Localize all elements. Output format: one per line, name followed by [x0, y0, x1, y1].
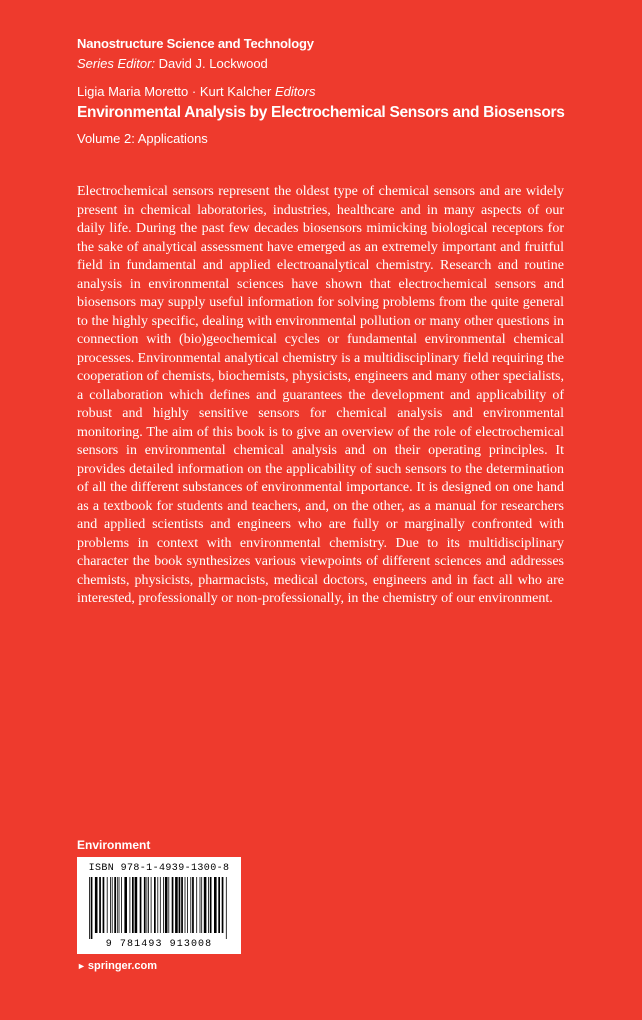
barcode-bar: [124, 877, 127, 933]
barcode-bar: [175, 877, 178, 933]
barcode-bar: [190, 877, 191, 933]
barcode-bar: [107, 877, 108, 933]
book-editors-role: Editors: [274, 84, 316, 99]
barcode-bar: [130, 877, 131, 933]
barcode-bar: [185, 877, 186, 933]
barcode-bar: [196, 877, 197, 933]
barcode-bar: [119, 877, 120, 933]
barcode-bar: [151, 877, 152, 933]
barcode-bar: [99, 877, 101, 933]
barcode-bar: [147, 877, 148, 933]
series-title: Nanostructure Science and Technology: [77, 36, 314, 51]
barcode-bar: [163, 877, 164, 933]
barcode-bar: [172, 877, 174, 933]
barcode-bar: [200, 877, 201, 933]
book-title: Environmental Analysis by Electrochemical Sensors and Biosensors: [77, 104, 565, 121]
barcode-bar: [148, 877, 149, 933]
publisher-url: springer.com: [87, 960, 157, 972]
barcode-bar: [95, 877, 98, 933]
barcode-bar: [179, 877, 181, 933]
arrow-right-icon: ►: [77, 961, 86, 971]
book-description: Electrochemical sensors represent the oldest type of chemical sensors and are widely present in chemical laboratories, industries, healthcare and in many aspects of our daily life. During the past few decades biosensors mimicking biological receptors for the sake of analytical assessment have emerged as an extremely important and fruitful field in fundamental and applied electroanalytical chemistry. Research and routine analysis in environmental sciences have shown that electrochemical sensors and biosensors may supply useful information for solving problems from the quite general to the highly specific, dealing with environmental pollution or many other questions in connection with (bio)geochemical cycles or fundamental environmental chemical processes. Environmental analytical chemistry is a multidisciplinary field requiring the cooperation of chemists, biochemists, physicists, engineers and many other specialists, a collaboration which defines and guarantees the development and applicability of robust and highly sensitive sensors for chemical analysis and environmental monitoring. The aim of this book is to give an overview of the role of electrochemical sensors in environmental chemical analysis and on their operating principles. It provides detailed information on the applicability of such sensors to the determination of all the different substances of environmental importance. It is designed on one hand as a textbook for students and teachers, and, on the other, as a manual for researchers and applied scientists and engineers who are fully or marginally confronted with problems in context with environmental chemistry. Due to its multidisciplinary character the book synthesizes various viewpoints of different sciences and addresses chemists, physicists, pharmacists, medical doctors, engineers and in fact all who are interested, professionally or non-professionally, in the chemistry of our environment.: [77, 184, 564, 606]
isbn-barcode: [77, 857, 241, 954]
barcode-bars: [89, 877, 231, 939]
barcode-bar: [160, 877, 161, 933]
barcode-bar: [165, 877, 168, 933]
barcode-bar: [222, 877, 224, 933]
barcode-bar: [144, 877, 146, 933]
series-editor: [77, 56, 268, 71]
book-volume: Volume 2: Applications: [77, 131, 208, 146]
series-editor-name: David J. Lockwood: [158, 56, 268, 71]
barcode-bar: [168, 877, 169, 933]
barcode-bar: [117, 877, 118, 933]
book-editors: [77, 84, 315, 99]
barcode-bar: [121, 877, 122, 933]
barcode-bar: [204, 877, 207, 933]
barcode-bar: [210, 877, 212, 933]
barcode-bar: [110, 877, 111, 933]
barcode-bar: [192, 877, 194, 933]
barcode-bar: [89, 877, 90, 939]
barcode-bar: [218, 877, 220, 933]
barcode-bar: [140, 877, 142, 933]
barcode-bar: [226, 877, 227, 939]
series-editor-role: Series Editor:: [77, 56, 156, 71]
publisher-link[interactable]: [77, 960, 157, 972]
barcode-bar: [157, 877, 158, 933]
barcode-bar: [208, 877, 209, 933]
barcode-bar: [181, 877, 183, 933]
barcode-bar: [187, 877, 188, 933]
barcode-bar: [103, 877, 105, 933]
barcode-bar: [214, 877, 217, 933]
barcode-bar: [91, 877, 93, 939]
book-editors-names: Ligia Maria Moretto · Kurt Kalcher: [77, 84, 272, 99]
barcode-bar: [112, 877, 113, 933]
isbn-label: ISBN 978-1-4939-1300-8: [88, 863, 230, 874]
barcode-bar: [154, 877, 156, 933]
barcode-bar: [114, 877, 116, 933]
barcode-bar: [135, 877, 138, 933]
barcode-bar: [132, 877, 134, 933]
subject-category: Environment: [77, 838, 151, 852]
barcode-digits: 9 781493 913008: [105, 939, 213, 950]
barcode-bar: [201, 877, 202, 933]
